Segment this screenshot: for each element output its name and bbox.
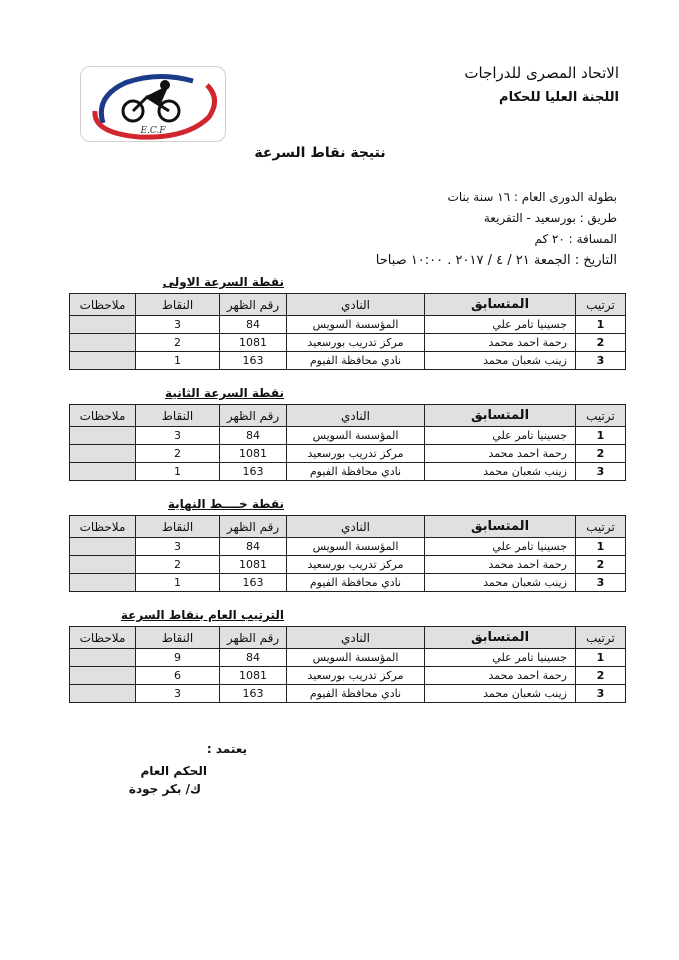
bib-cell: 84 xyxy=(220,538,287,556)
table-row xyxy=(70,316,626,334)
bib-cell: 163 xyxy=(220,685,287,703)
rider-name-cell: زينب شعبان محمد xyxy=(425,685,576,703)
distance-line: المسافة : ٢٠ كم xyxy=(534,232,617,246)
notes-header: ملاحظات xyxy=(70,405,136,427)
table-row xyxy=(70,352,626,370)
table-row xyxy=(70,463,626,481)
section-title: نقطة السرعة الاولى xyxy=(162,275,284,289)
bib-cell: 84 xyxy=(220,427,287,445)
bib-cell: 163 xyxy=(220,352,287,370)
club-cell: مركز تدريب بورسعيد xyxy=(287,556,425,574)
notes-cell xyxy=(70,334,136,352)
rank-cell: 2 xyxy=(576,556,626,574)
points-cell: 3 xyxy=(136,685,220,703)
rider-name-cell: رحمة احمد محمد xyxy=(425,334,576,352)
route-line: طريق : بورسعيد - التفريعة xyxy=(483,211,617,225)
notes-cell xyxy=(70,667,136,685)
points-cell: 3 xyxy=(136,427,220,445)
rider-name-cell: جسينيا تامر علي xyxy=(425,538,576,556)
rider-name-cell: زينب شعبان محمد xyxy=(425,463,576,481)
rank-header: ترتيب xyxy=(576,516,626,538)
bib-cell: 163 xyxy=(220,574,287,592)
rank-cell: 3 xyxy=(576,463,626,481)
club-cell: المؤسسة السويس xyxy=(287,649,425,667)
federation-logo xyxy=(80,66,226,142)
championship-line: بطولة الدورى العام : ١٦ سنة بنات xyxy=(447,190,617,204)
rank-cell: 1 xyxy=(576,538,626,556)
cyclist-logo-icon xyxy=(81,67,225,141)
table-row xyxy=(70,334,626,352)
logo-text: E.C.F xyxy=(140,126,166,136)
rider-header: المتسابق xyxy=(425,294,576,316)
bib-header: رقم الظهر xyxy=(220,516,287,538)
club-cell: مركز تدريب بورسعيد xyxy=(287,667,425,685)
notes-header: ملاحظات xyxy=(70,294,136,316)
rider-name-cell: جسينيا تامر علي xyxy=(425,649,576,667)
rider-name-cell: جسينيا تامر علي xyxy=(425,427,576,445)
points-cell: 2 xyxy=(136,334,220,352)
points-cell: 2 xyxy=(136,445,220,463)
points-header: النقاط xyxy=(136,627,220,649)
rider-name-cell: رحمة احمد محمد xyxy=(425,667,576,685)
referee-role: الحكم العام xyxy=(140,764,207,778)
rider-name-cell: زينب شعبان محمد xyxy=(425,574,576,592)
points-header: النقاط xyxy=(136,294,220,316)
document-title: نتيجة نقاط السرعة xyxy=(254,145,386,161)
bib-cell: 1081 xyxy=(220,334,287,352)
club-cell: نادي محافظة الفيوم xyxy=(287,352,425,370)
points-cell: 2 xyxy=(136,556,220,574)
notes-cell xyxy=(70,427,136,445)
table-row xyxy=(70,427,626,445)
section-title: نقطة خــــط النهاية xyxy=(167,497,284,511)
rider-name-cell: رحمة احمد محمد xyxy=(425,445,576,463)
notes-cell xyxy=(70,649,136,667)
rider-header: المتسابق xyxy=(425,627,576,649)
bib-cell: 1081 xyxy=(220,556,287,574)
table-row xyxy=(70,667,626,685)
table-row xyxy=(70,649,626,667)
points-cell: 1 xyxy=(136,352,220,370)
rider-name-cell: جسينيا تامر علي xyxy=(425,316,576,334)
club-header: النادي xyxy=(287,627,425,649)
bib-cell: 163 xyxy=(220,463,287,481)
rank-cell: 1 xyxy=(576,649,626,667)
section-title: الترتيب العام بنقاط السرعة xyxy=(120,608,284,622)
results-table xyxy=(69,404,626,481)
bib-cell: 84 xyxy=(220,316,287,334)
club-cell: المؤسسة السويس xyxy=(287,316,425,334)
bib-header: رقم الظهر xyxy=(220,294,287,316)
rank-cell: 3 xyxy=(576,352,626,370)
table-row xyxy=(70,685,626,703)
table-row xyxy=(70,445,626,463)
points-cell: 9 xyxy=(136,649,220,667)
table-header-row xyxy=(70,294,626,316)
points-cell: 3 xyxy=(136,316,220,334)
notes-header: ملاحظات xyxy=(70,627,136,649)
points-cell: 6 xyxy=(136,667,220,685)
table-header-row xyxy=(70,516,626,538)
club-header: النادي xyxy=(287,516,425,538)
table-row xyxy=(70,556,626,574)
rank-cell: 3 xyxy=(576,685,626,703)
points-cell: 3 xyxy=(136,538,220,556)
club-cell: المؤسسة السويس xyxy=(287,427,425,445)
notes-cell xyxy=(70,685,136,703)
table-row xyxy=(70,538,626,556)
notes-cell xyxy=(70,463,136,481)
points-cell: 1 xyxy=(136,463,220,481)
bib-cell: 1081 xyxy=(220,667,287,685)
rider-header: المتسابق xyxy=(425,405,576,427)
points-cell: 1 xyxy=(136,574,220,592)
rider-name-cell: زينب شعبان محمد xyxy=(425,352,576,370)
referee-name: ك/ بكر جودة xyxy=(128,782,201,796)
rank-cell: 2 xyxy=(576,445,626,463)
club-cell: مركز تدريب بورسعيد xyxy=(287,445,425,463)
club-cell: مركز تدريب بورسعيد xyxy=(287,334,425,352)
notes-cell xyxy=(70,352,136,370)
club-header: النادي xyxy=(287,405,425,427)
results-table xyxy=(69,515,626,592)
results-table xyxy=(69,293,626,370)
rank-cell: 1 xyxy=(576,427,626,445)
table-row xyxy=(70,574,626,592)
federation-name: الاتحاد المصرى للدراجات xyxy=(464,64,619,82)
bib-cell: 1081 xyxy=(220,445,287,463)
rank-cell: 1 xyxy=(576,316,626,334)
club-cell: المؤسسة السويس xyxy=(287,538,425,556)
club-header: النادي xyxy=(287,294,425,316)
rider-header: المتسابق xyxy=(425,516,576,538)
rank-header: ترتيب xyxy=(576,405,626,427)
rank-header: ترتيب xyxy=(576,627,626,649)
notes-cell xyxy=(70,556,136,574)
points-header: النقاط xyxy=(136,405,220,427)
notes-cell xyxy=(70,538,136,556)
notes-cell xyxy=(70,574,136,592)
bib-header: رقم الظهر xyxy=(220,627,287,649)
results-table xyxy=(69,626,626,703)
club-cell: نادي محافظة الفيوم xyxy=(287,463,425,481)
club-cell: نادي محافظة الفيوم xyxy=(287,685,425,703)
date-line: التاريخ : الجمعة ٢١ / ٤ / ٢٠١٧ . ١٠:٠٠ صباحا xyxy=(375,253,617,268)
rank-cell: 2 xyxy=(576,667,626,685)
committee-name: اللجنة العليا للحكام xyxy=(499,90,619,105)
notes-cell xyxy=(70,445,136,463)
table-header-row xyxy=(70,405,626,427)
bib-header: رقم الظهر xyxy=(220,405,287,427)
notes-header: ملاحظات xyxy=(70,516,136,538)
rank-header: ترتيب xyxy=(576,294,626,316)
club-cell: نادي محافظة الفيوم xyxy=(287,574,425,592)
notes-cell xyxy=(70,316,136,334)
rider-name-cell: رحمة احمد محمد xyxy=(425,556,576,574)
bib-cell: 84 xyxy=(220,649,287,667)
section-title: نقطة السرعة الثانية xyxy=(165,386,284,400)
table-header-row xyxy=(70,627,626,649)
rank-cell: 2 xyxy=(576,334,626,352)
points-header: النقاط xyxy=(136,516,220,538)
approval-label: يعتمد : xyxy=(206,742,247,756)
rank-cell: 3 xyxy=(576,574,626,592)
